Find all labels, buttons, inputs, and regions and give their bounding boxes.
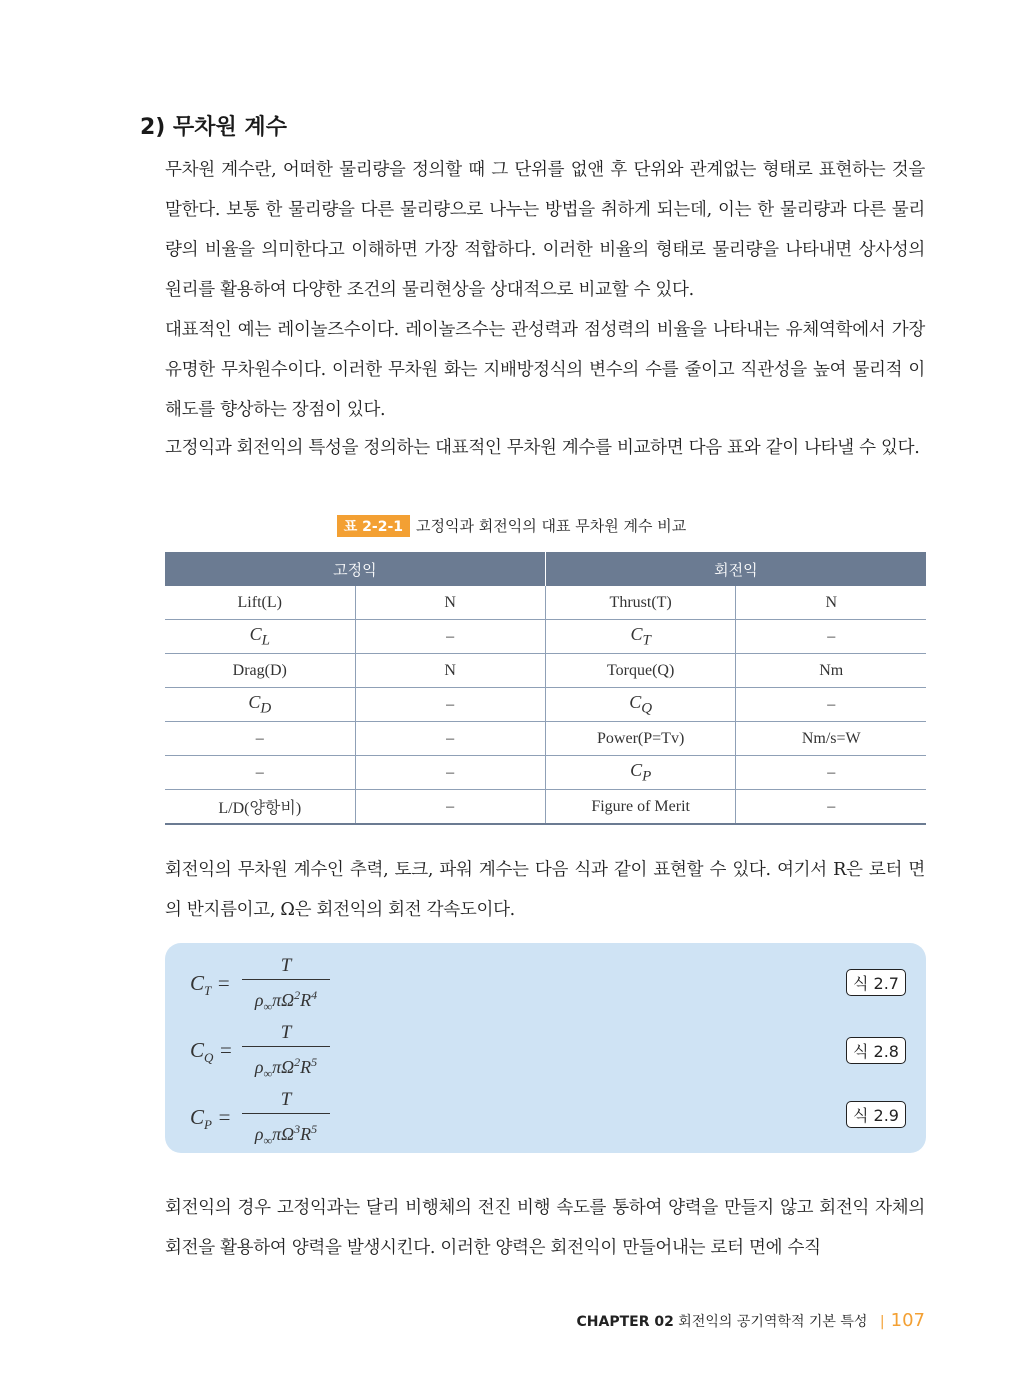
table-row [165,722,926,756]
paragraph-definition: 무차원 계수란, 어떠한 물리량을 정의할 때 그 단위를 없앤 후 단위와 관계없는 형태로 표현하는 것을 말한다. 보통 한 물리량을 다른 물리량으로 나누는 방법을 취하게 되는데, 이는 한 물리량과 다른 물리량의 비율을 의미한다고 이해하면 가장 적합하다. 이러한 비율의 형태로 물리량을 나타내면 상사성의 원리를 활용하여 다양한 조건의 물리현상을 상대적으로 비교할 수 있다. [165,160,925,300]
table-cell: N [736,586,926,620]
equation-denominator: $\rho_\infty\pi\Omega^2R^5$ [254,1055,318,1081]
table-row [165,688,926,722]
table-cell: Figure of Merit [545,790,736,825]
equation-lhs: $C_Q$ = [190,1038,233,1066]
equation-fraction [242,953,330,1014]
table-cell: $C_P$ [545,756,736,790]
table-row [165,620,926,654]
formula-box [165,943,926,1153]
table-cell: $C_D$ [165,688,355,722]
table-cell: – [355,620,545,654]
paragraph-reynolds: 대표적인 예는 레이놀즈수이다. 레이놀즈수는 관성력과 점성력의 비율을 나타내는 유체역학에서 가장 유명한 무차원수이다. 이러한 무차원 화는 지배방정식의 변수의 수를 줄이고 직관성을 높여 물리적 이해도를 향상하는 장점이 있다. [165,320,925,420]
paragraph-coefficient-intro: 회전익의 무차원 계수인 추력, 토크, 파워 계수는 다음 식과 같이 표현할 수 있다. 여기서 R은 로터 면의 반지름이고, Ω은 회전익의 회전 각속도이다. [165,860,925,920]
table-cell: N [355,654,545,688]
paragraph-comparison-intro: 고정익과 회전익의 특성을 정의하는 대표적인 무차원 계수를 비교하면 다음 표와 같이 나타낼 수 있다. [165,438,920,458]
table-cell: $C_Q$ [545,688,736,722]
table-caption [0,515,1023,537]
table-row [165,654,926,688]
coefficient-comparison-table [165,552,926,825]
page-number: 107 [890,1310,925,1331]
table-cell: – [355,722,545,756]
table-row [165,790,926,825]
table-cell: $C_T$ [545,620,736,654]
table-cell: – [736,756,926,790]
header-fixed-wing: 고정익 [165,552,545,586]
table-cell: Nm/s=W [736,722,926,756]
table-cell: L/D(양항비) [165,790,355,825]
table-header-row [165,552,926,586]
table-cell: Nm [736,654,926,688]
table-cell: – [165,722,355,756]
footer-chapter: CHAPTER 02 [576,1314,674,1330]
footer-title: 회전익의 공기역학적 기본 특성 [678,1314,868,1330]
table-cell: Torque(Q) [545,654,736,688]
equation-lhs: $C_T$ = [190,971,231,999]
table-caption-text: 고정익과 회전익의 대표 무차원 계수 비교 [416,517,687,535]
section-heading: 2) 무차원 계수 [140,115,287,140]
table-cell: – [355,756,545,790]
table-cell: Lift(L) [165,586,355,620]
equation-numerator: T [280,955,292,976]
equation-denominator: $\rho_\infty\pi\Omega^2R^4$ [254,988,318,1014]
equation-numerator: T [280,1022,292,1043]
equation-denominator: $\rho_\infty\pi\Omega^3R^5$ [254,1122,318,1148]
table-number-tag: 표 2-2-1 [337,515,410,537]
equation-label: 식 2.8 [846,1037,906,1064]
header-rotary-wing: 회전익 [545,552,926,586]
table-cell: – [165,756,355,790]
table-cell: Drag(D) [165,654,355,688]
table-cell: – [736,688,926,722]
table-cell: N [355,586,545,620]
equation-numerator: T [280,1089,292,1110]
equation-fraction [242,1020,330,1081]
table-row [165,756,926,790]
table-row [165,586,926,620]
equation-label: 식 2.9 [846,1101,906,1128]
footer-separator: | [879,1314,885,1330]
table-cell: – [736,620,926,654]
table-cell: Power(P=Tv) [545,722,736,756]
page-footer [577,1310,926,1331]
paragraph-rotor-lift: 회전익의 경우 고정익과는 달리 비행체의 전진 비행 속도를 통하여 양력을 만들지 않고 회전익 자체의 회전을 활용하여 양력을 발생시킨다. 이러한 양력은 회전익이 만들어내는 로터 면에 수직 [165,1198,925,1258]
equation-lhs: $C_P$ = [190,1105,232,1133]
equation-label: 식 2.7 [846,969,906,996]
table-cell: – [355,688,545,722]
table-cell: $C_L$ [165,620,355,654]
table-cell: – [355,790,545,825]
table-cell: Thrust(T) [545,586,736,620]
table-cell: – [736,790,926,825]
equation-fraction [242,1087,330,1148]
